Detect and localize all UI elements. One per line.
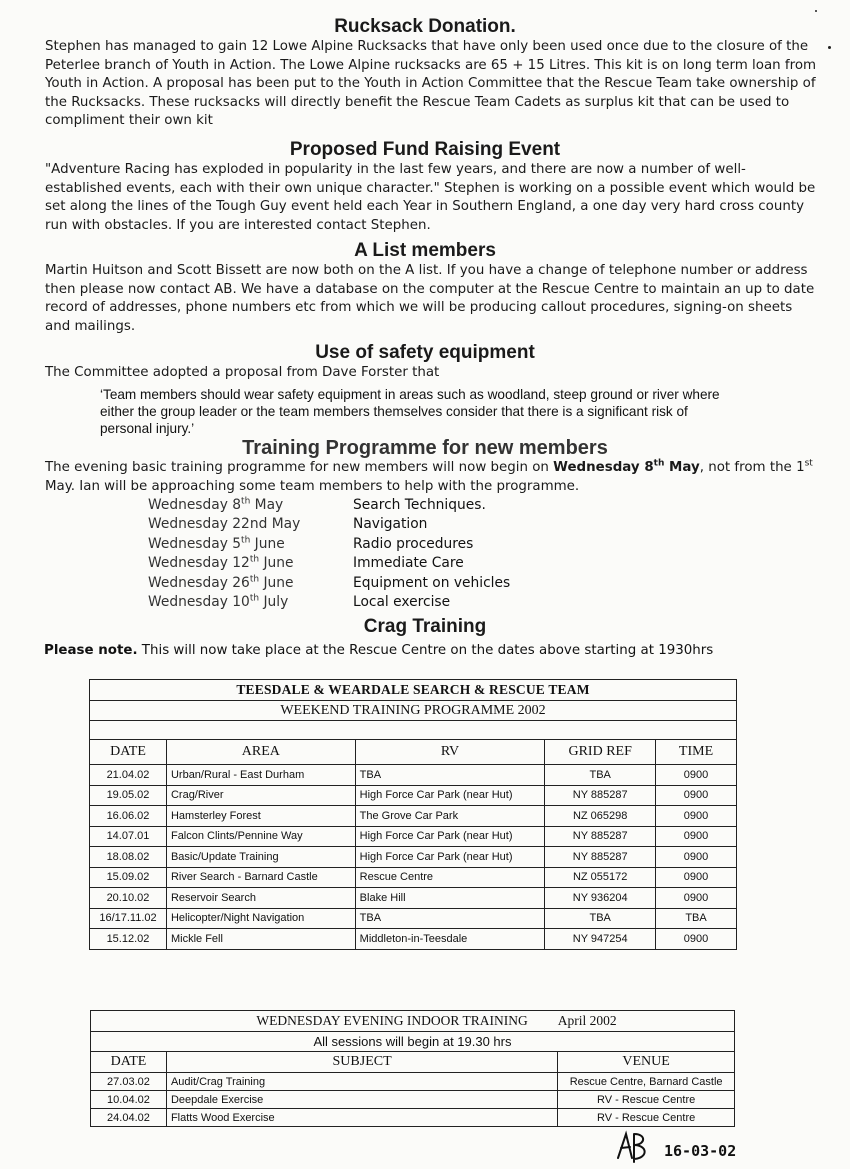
date-cell: 14.07.01 — [90, 826, 167, 847]
grid-ref-cell: TBA — [545, 908, 656, 929]
evening-training-table — [90, 1010, 735, 1127]
schedule-sup: th — [249, 573, 260, 584]
area-cell: Falcon Clints/Pennine Way — [166, 826, 355, 847]
date-cell: 16.06.02 — [90, 806, 167, 827]
grid-ref-cell: NY 885287 — [545, 785, 656, 806]
date-cell: 19.05.02 — [90, 785, 167, 806]
crag-note — [44, 642, 850, 660]
time-cell: TBA — [656, 908, 737, 929]
time-cell: 0900 — [656, 847, 737, 868]
schedule-row — [148, 535, 548, 554]
grid-ref-cell: NY 947254 — [545, 929, 656, 950]
handwritten-signature — [612, 1128, 772, 1168]
training-text — [45, 459, 820, 496]
table-row — [90, 806, 737, 827]
time-cell: 0900 — [656, 929, 737, 950]
time-cell: 0900 — [656, 867, 737, 888]
safety-quote: ‘Team members should wear safety equipment in areas such as woodland, steep ground or river where either the group leader or the team members themselves consider that there is a significant risk of personal injury.’ — [100, 386, 720, 436]
area-cell: Reservoir Search — [166, 888, 355, 909]
date-cell: 20.10.02 — [90, 888, 167, 909]
column-header-subject: SUBJECT — [166, 1052, 557, 1073]
scan-speck — [828, 46, 831, 49]
training-text-a: The evening basic training programme for new members will now begin on — [45, 460, 554, 475]
fundraising-section — [0, 139, 850, 235]
schedule-row — [148, 593, 548, 612]
schedule-sup: th — [241, 535, 251, 546]
venue-cell: RV - Rescue Centre — [558, 1091, 735, 1109]
date-cell: 24.04.02 — [91, 1109, 167, 1127]
table-row — [91, 1073, 735, 1091]
evening-table-title: WEDNESDAY EVENING INDOOR TRAINING — [91, 1011, 558, 1032]
column-header-date: DATE — [90, 740, 167, 765]
schedule-month: July — [259, 593, 289, 610]
rv-cell: Blake Hill — [355, 888, 545, 909]
subject-cell: Deepdale Exercise — [166, 1091, 557, 1109]
crag-heading: Crag Training — [363, 616, 487, 637]
schedule-day: Wednesday 12 — [148, 555, 250, 572]
schedule-subject: Radio procedures — [353, 535, 474, 552]
column-header-time: TIME — [656, 740, 737, 765]
table-row — [91, 1109, 735, 1127]
time-cell: 0900 — [656, 785, 737, 806]
schedule-sup: th — [249, 593, 260, 604]
grid-ref-cell: TBA — [545, 765, 656, 786]
weekend-table-spacer — [90, 721, 737, 740]
time-cell: 0900 — [656, 888, 737, 909]
schedule-month: June — [259, 574, 294, 591]
schedule-subject: Immediate Care — [353, 555, 464, 572]
schedule-subject: Search Techniques. — [353, 497, 486, 513]
area-cell: River Search - Barnard Castle — [166, 867, 355, 888]
training-start-month: May — [664, 460, 700, 475]
schedule-day: Wednesday 8 — [148, 497, 242, 513]
weekend-training-table — [89, 679, 737, 950]
table-row — [90, 826, 737, 847]
time-cell: 0900 — [656, 765, 737, 786]
rucksack-heading: Rucksack Donation. — [334, 16, 516, 37]
date-cell: 18.08.02 — [90, 847, 167, 868]
column-header-date: DATE — [91, 1052, 167, 1073]
schedule-date — [148, 574, 353, 593]
schedule-month: June — [250, 535, 285, 552]
schedule-day: Wednesday 5 — [148, 535, 242, 552]
training-text-c: 1 — [796, 460, 805, 475]
training-section — [0, 437, 850, 496]
training-start-day: Wednesday 8 — [553, 460, 654, 475]
rv-cell: TBA — [355, 908, 545, 929]
schedule-row — [148, 515, 548, 534]
schedule-sup: th — [241, 496, 251, 507]
grid-ref-cell: NY 885287 — [545, 826, 656, 847]
alist-text: Martin Huitson and Scott Bissett are now both on the A list. If you have a change of telephone number or address then please now contact AB. We have a database on the computer at the Rescue Centre to maintain an up to date record of addresses, phone numbers etc from which we will be producing callout procedures, signing-on sheets and mailings. — [45, 263, 815, 334]
weekend-table-subtitle: WEEKEND TRAINING PROGRAMME 2002 — [90, 701, 737, 721]
schedule-date — [148, 535, 353, 554]
column-header-venue: VENUE — [558, 1052, 735, 1073]
training-schedule — [148, 496, 548, 612]
table-row — [90, 888, 737, 909]
alist-heading: A List members — [354, 240, 496, 261]
signature-date: 16-03-02 — [664, 1142, 737, 1160]
schedule-row — [148, 554, 548, 573]
grid-ref-cell: NY 936204 — [545, 888, 656, 909]
schedule-day: Wednesday 22nd May — [148, 516, 301, 533]
grid-ref-cell: NZ 055172 — [545, 867, 656, 888]
schedule-date — [148, 554, 353, 573]
training-start-sup: th — [653, 458, 665, 469]
table-row — [90, 908, 737, 929]
date-cell: 27.03.02 — [91, 1073, 167, 1091]
schedule-date — [148, 515, 353, 534]
rv-cell: High Force Car Park (near Hut) — [355, 847, 545, 868]
schedule-subject: Equipment on vehicles — [353, 574, 511, 591]
area-cell: Basic/Update Training — [166, 847, 355, 868]
training-text-c-sup: st — [804, 458, 813, 469]
date-cell: 21.04.02 — [90, 765, 167, 786]
schedule-sup: th — [249, 554, 260, 565]
subject-cell: Audit/Crag Training — [166, 1073, 557, 1091]
rv-cell: Middleton-in-Teesdale — [355, 929, 545, 950]
evening-table-subtitle: All sessions will begin at 19.30 hrs — [91, 1032, 735, 1052]
table-row — [90, 765, 737, 786]
crag-note-text: This will now take place at the Rescue Centre on the dates above starting at 1930hrs — [137, 643, 714, 658]
table-row — [90, 847, 737, 868]
area-cell: Hamsterley Forest — [166, 806, 355, 827]
fundraising-heading: Proposed Fund Raising Event — [289, 139, 561, 160]
rv-cell: High Force Car Park (near Hut) — [355, 826, 545, 847]
scan-speck — [815, 10, 817, 12]
table-row — [90, 785, 737, 806]
schedule-subject: Local exercise — [353, 593, 451, 610]
training-text-b: , not from the — [699, 460, 797, 475]
rv-cell: TBA — [355, 765, 545, 786]
schedule-date — [148, 496, 353, 515]
date-cell: 10.04.02 — [91, 1091, 167, 1109]
date-cell: 16/17.11.02 — [90, 908, 167, 929]
venue-cell: RV - Rescue Centre — [558, 1109, 735, 1127]
schedule-day: Wednesday 26 — [148, 574, 250, 591]
training-text-d: May. Ian will be approaching some team members to help with the programme. — [45, 478, 580, 494]
alist-section — [0, 240, 850, 336]
schedule-month: June — [259, 555, 294, 572]
date-cell: 15.09.02 — [90, 867, 167, 888]
safety-intro: The Committee adopted a proposal from Dave Forster that — [45, 365, 440, 380]
schedule-row — [148, 496, 548, 515]
crag-note-label: Please note. — [44, 643, 138, 658]
area-cell: Crag/River — [166, 785, 355, 806]
area-cell: Urban/Rural - East Durham — [166, 765, 355, 786]
schedule-row — [148, 574, 548, 593]
schedule-date — [148, 593, 353, 612]
time-cell: 0900 — [656, 806, 737, 827]
schedule-subject: Navigation — [353, 516, 428, 533]
signature-initials-mark — [612, 1128, 662, 1168]
table-row — [91, 1091, 735, 1109]
rv-cell: High Force Car Park (near Hut) — [355, 785, 545, 806]
column-header-rv: RV — [355, 740, 545, 765]
weekend-table-title: TEESDALE & WEARDALE SEARCH & RESCUE TEAM — [90, 680, 737, 701]
crag-section — [0, 616, 850, 660]
fundraising-text: "Adventure Racing has exploded in popularity in the last few years, and there are now a number of well-established events, each with their own unique character." Stephen is working on a possible event which would be set along the lines of the Tough Guy event held each Year in Southern England, a one day very hard cross county run with obstacles. If you are interested contact Stephen. — [45, 162, 816, 233]
table-row — [90, 929, 737, 950]
safety-heading: Use of safety equipment — [315, 342, 535, 363]
rv-cell: Rescue Centre — [355, 867, 545, 888]
rucksack-section — [0, 16, 850, 131]
area-cell: Helicopter/Night Navigation — [166, 908, 355, 929]
area-cell: Mickle Fell — [166, 929, 355, 950]
grid-ref-cell: NY 885287 — [545, 847, 656, 868]
schedule-month: May — [250, 497, 284, 513]
date-cell: 15.12.02 — [90, 929, 167, 950]
rucksack-text: Stephen has managed to gain 12 Lowe Alpine Rucksacks that have only been used once due to the closure of the Peterlee branch of Youth in Action. The Lowe Alpine rucksacks are 65 + 15 Litres. This kit is on long term loan from Youth in Action. A proposal has been put to the Youth in Action Committee that the Rescue Team take ownership of the Rucksacks. These rucksacks will directly benefit the Rescue Team Cadets as surplus kit that can be used to compliment their own kit — [45, 39, 817, 128]
venue-cell: Rescue Centre, Barnard Castle — [558, 1073, 735, 1091]
time-cell: 0900 — [656, 826, 737, 847]
table-row — [90, 867, 737, 888]
grid-ref-cell: NZ 065298 — [545, 806, 656, 827]
rv-cell: The Grove Car Park — [355, 806, 545, 827]
column-header-area: AREA — [166, 740, 355, 765]
safety-section — [0, 342, 850, 437]
evening-table-month: April 2002 — [558, 1011, 735, 1032]
column-header-grid-ref: GRID REF — [545, 740, 656, 765]
subject-cell: Flatts Wood Exercise — [166, 1109, 557, 1127]
training-heading: Training Programme for new members — [242, 437, 608, 459]
schedule-day: Wednesday 10 — [148, 593, 250, 610]
